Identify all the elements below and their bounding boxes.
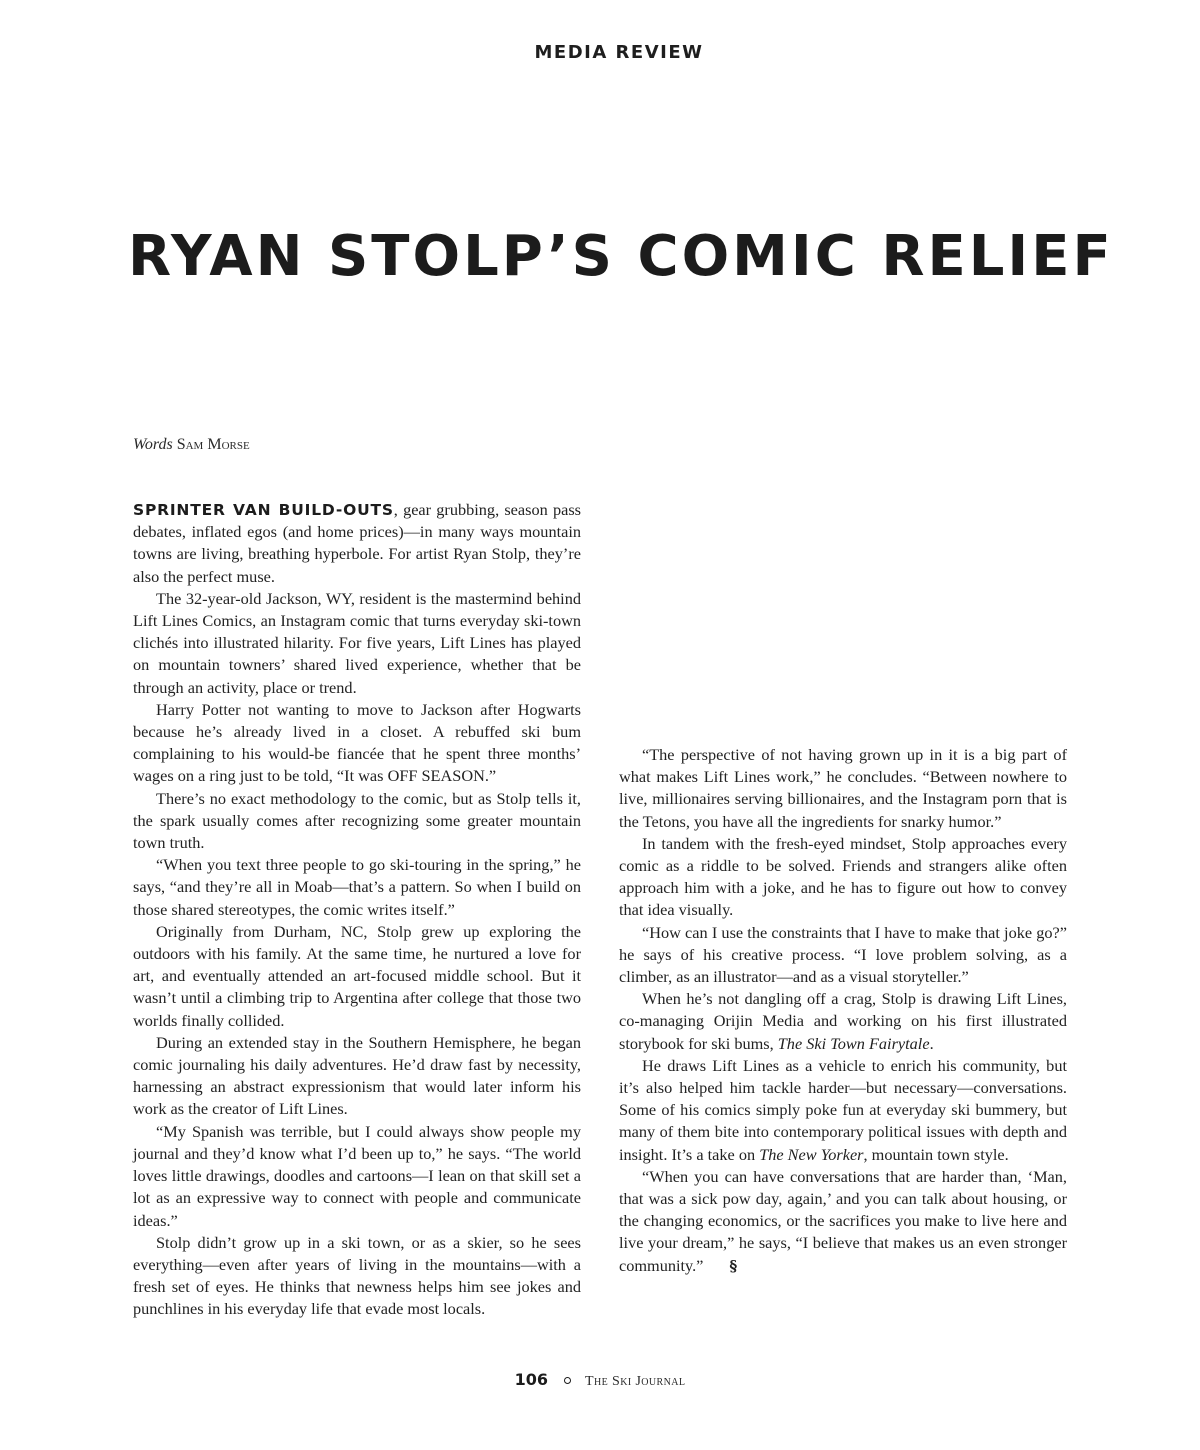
byline [133, 436, 250, 454]
book-title: The Ski Town Fairytale [777, 1033, 930, 1053]
article-paragraph: In tandem with the fresh-eyed mindset, Stolp approaches every comic as a riddle to be solved. Friends and strangers alike often approach him with a joke, and he has to figure out how to convey that idea visually. [619, 833, 1067, 920]
page-footer [0, 1370, 1200, 1390]
article-paragraph [619, 1055, 1067, 1166]
article-paragraph: “When you text three people to go ski-touring in the spring,” he says, “and they’re all in Moab—that’s a pattern. So when I build on those shared stereotypes, the comic writes itself.” [133, 855, 581, 919]
article-paragraph: “My Spanish was terrible, but I could always show people my journal and they’d know what I’d been up to,” he says. “The world loves little drawings, doodles and cartoons—I lean on that skill set a lot as an expressive way to connect with people and communicate ideas.” [133, 1121, 581, 1230]
article-paragraph: Stolp didn’t grow up in a ski town, or as a skier, so he sees everything—even after years of living in the mountains—with a fresh set of eyes. He thinks that newness helps him see jokes and punchlines in his everyday life that evade most locals. [133, 1232, 581, 1319]
publication-title: The New Yorker [759, 1144, 864, 1164]
paragraph-text: . [929, 1033, 934, 1053]
article-paragraph: There’s no exact methodology to the comic, but as Stolp tells it, the spark usually comes after recognizing some greater mountain town truth. [133, 788, 581, 853]
lead-in: SPRINTER VAN BUILD-OUTS [133, 501, 394, 519]
paragraph-text: , mountain town style. [863, 1144, 1009, 1164]
page-number: 106 [514, 1370, 549, 1389]
article-paragraph: “How can I use the constraints that I have to make that joke go?” he says of his creative process. “I love problem solving, as a climber, as an illustrator—and as a visual storyteller.” [619, 922, 1067, 987]
paragraph-text: “When you can have conversations that are harder than, ‘Man, that was a sick pow day, again,’ and you can talk about housing, or the changing economics, or the sacrifices you make to live here and live your dream,” he says, “I believe that makes us an even stronger community.” [619, 1166, 1067, 1275]
article-paragraph [619, 988, 1067, 1055]
article-paragraph: During an extended stay in the Southern Hemisphere, he began comic journaling his daily adventures. He’d draw fast by necessity, harnessing an abstract expressionism that would later inform his work as the creator of Lift Lines. [133, 1032, 581, 1119]
article-column-right [619, 744, 1067, 1277]
article-paragraph: The 32-year-old Jackson, WY, resident is the mastermind behind Lift Lines Comics, an Instagram comic that turns everyday ski-town clichés into illustrated hilarity. For five years, Lift Lines has played on mountain towners’ shared lived experience, whether that be through an activity, place or trend. [133, 588, 581, 697]
article-paragraph: Harry Potter not wanting to move to Jackson after Hogwarts because he’s already lived in a closet. A rebuffed ski bum complaining to his would-be fiancée that he spent three months’ wages on a ring just to be told, “It was OFF SEASON.” [133, 699, 581, 786]
article-paragraph: “The perspective of not having grown up in it is a big part of what makes Lift Lines work,” he concludes. “Between nowhere to live, millionaires serving billionaires, and the Instagram porn that is the Tetons, you have all the ingredients for snarky humor.” [619, 745, 1067, 831]
article-paragraph: Originally from Durham, NC, Stolp grew up exploring the outdoors with his family. At the same time, he nurtured a love for art, and eventually attended an art-focused middle school. But it wasn’t until a climbing trip to Argentina after college that those two worlds finally collided. [133, 921, 581, 1030]
publication-name: The Ski Journal [585, 1374, 686, 1389]
section-label: MEDIA REVIEW [534, 42, 704, 63]
paragraph-text: , gear grubbing, season pass debates, inflated egos (and home prices)—in many ways mountain towns are living, breathing hyperbole. For artist Ryan Stolp, they’re also the perfect muse. [133, 500, 581, 586]
end-mark-icon: § [729, 1256, 738, 1275]
article-paragraph [133, 499, 581, 588]
paragraph-text: When he’s not dangling off a crag, Stolp is drawing Lift Lines, co-managing Orijin Media and working on his first illustrated storybook for ski bums, [619, 989, 1067, 1053]
paragraph-text: He draws Lift Lines as a vehicle to enrich his community, but it’s also helped him tackle harder—but necessary—conversations. Some of his comics simply poke fun at everyday ski bummery, but many of them bite into contemporary political issues with depth and insight. It’s a take on [619, 1055, 1067, 1164]
article-title: RYAN STOLP’S COMIC RELIEF [128, 224, 1114, 289]
byline-label: Words [133, 436, 173, 453]
article-column-left [133, 499, 581, 1321]
separator-dot-icon [564, 1377, 571, 1384]
article-paragraph [619, 1166, 1067, 1277]
byline-author: Sam Morse [176, 436, 250, 453]
